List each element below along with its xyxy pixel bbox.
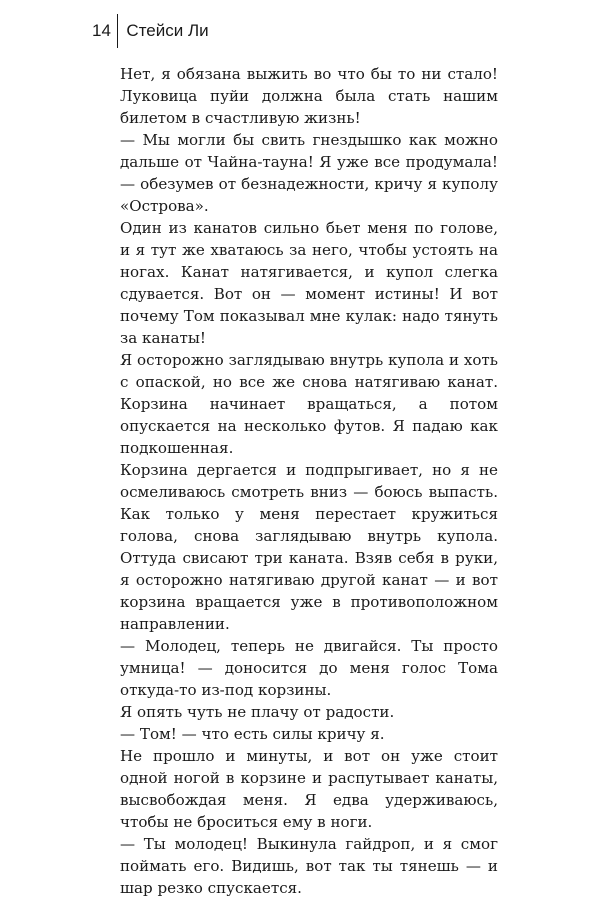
running-header bbox=[92, 12, 209, 50]
paragraph: Нет, я обязана выжить во что бы то ни стало! Луковица пуйи должна была стать нашим билетом в счастливую жизнь! bbox=[120, 65, 498, 127]
paragraph: Я осторожно заглядываю внутрь купола и хоть с опаской, но все же снова натягиваю канат. Корзина начинает вращаться, а потом опускается на несколько футов. Я падаю как подкошенная. bbox=[120, 351, 498, 457]
paragraph: — Том! — что есть силы кричу я. bbox=[120, 725, 385, 743]
body-text bbox=[120, 63, 498, 899]
paragraph: — Ты молодец! Выкинула гайдроп, и я смог поймать его. Видишь, вот так ты тянешь — и шар резко спускается. bbox=[120, 835, 498, 897]
paragraph: Я опять чуть не плачу от радости. bbox=[120, 703, 395, 721]
running-title: Стейси Ли bbox=[126, 21, 209, 40]
page-number: 14 bbox=[92, 21, 111, 40]
paragraph: Корзина дергается и подпрыгивает, но я не осмеливаюсь смотреть вниз — боюсь выпасть. Как только у меня перестает кружиться голова, снова заглядываю внутрь купола. Оттуда свисают три каната. Взяв себя в руки, я осторожно натягиваю другой канат — и вот корзина вращается уже в противоположном направлении. bbox=[120, 461, 498, 633]
paragraph: Один из канатов сильно бьет меня по голове, и я тут же хватаюсь за него, чтобы устоять на ногах. Канат натягивается, и купол слегка сдувается. Вот он — момент истины! И вот почему Том показывал мне кулак: надо тянуть за канаты! bbox=[120, 219, 498, 347]
header-divider bbox=[117, 14, 119, 48]
paragraph: — Молодец, теперь не двигайся. Ты просто умница! — доносится до меня голос Тома откуда-то из-под корзины. bbox=[120, 637, 498, 699]
paragraph: — Мы могли бы свить гнездышко как можно дальше от Чайна-тауна! Я уже все продумала! — обезумев от безнадежности, кричу я куполу «Острова». bbox=[120, 131, 498, 215]
paragraph: Не прошло и минуты, и вот он уже стоит одной ногой в корзине и распутывает канаты, высвобождая меня. Я едва удерживаюсь, чтобы не броситься ему в ноги. bbox=[120, 747, 498, 831]
